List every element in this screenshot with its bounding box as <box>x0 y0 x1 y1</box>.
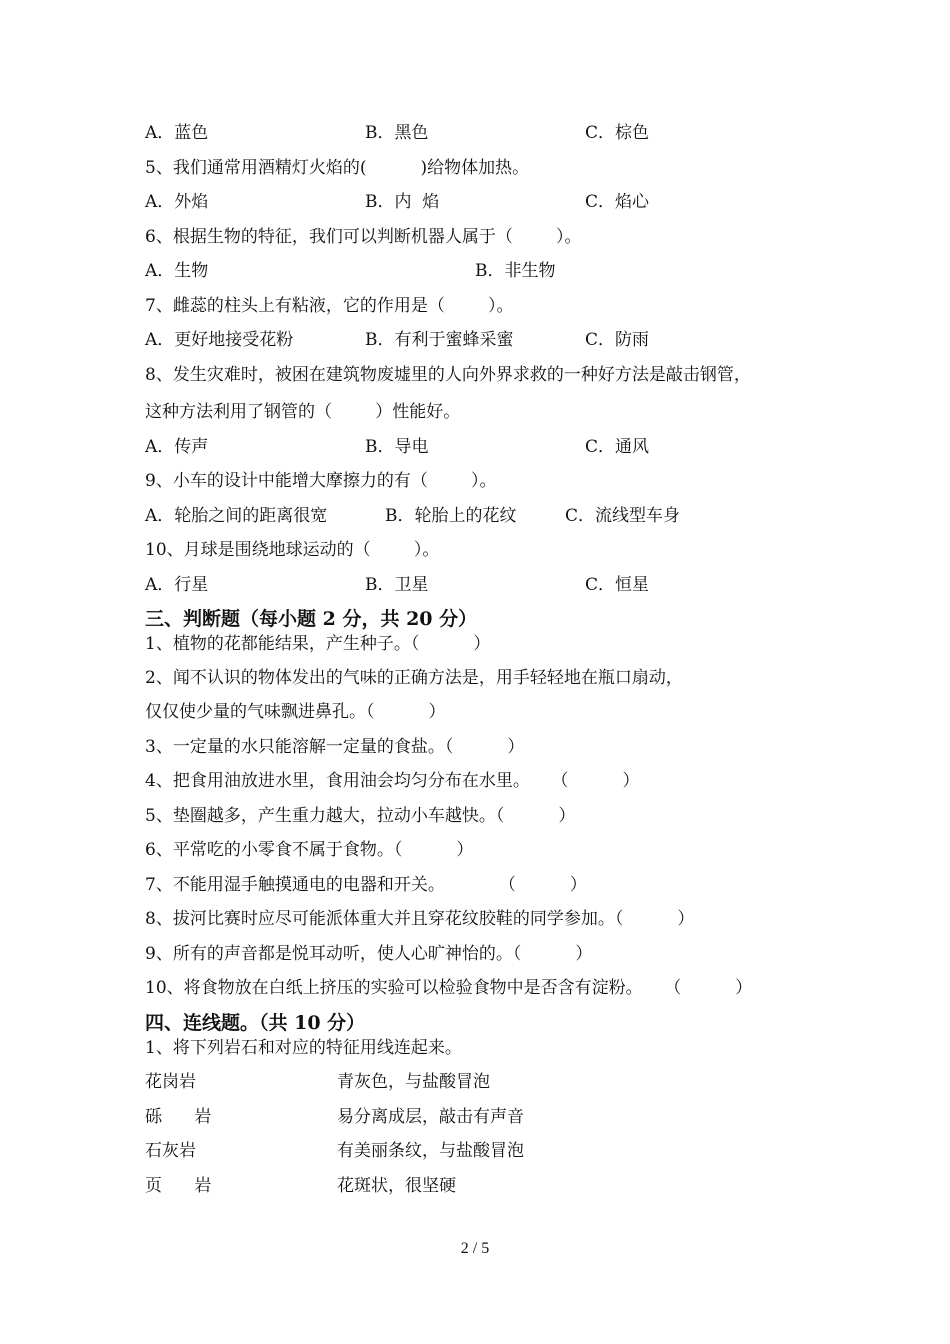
page-number: 2 / 5 <box>460 1240 490 1257</box>
q8-option-a: A．传声 <box>145 437 209 457</box>
q4-option-a: A．蓝色 <box>145 123 209 143</box>
rock-feature: 花斑状，很坚硬 <box>337 1176 456 1196</box>
q8-option-b: B．导电 <box>365 437 429 457</box>
q5-option-a: A．外焰 <box>145 192 209 212</box>
matching-instruction: 1、将下列岩石和对应的特征用线连起来。 <box>145 1038 462 1058</box>
q10-option-a: A．行星 <box>145 575 209 595</box>
q6-stem: 6、根据生物的特征，我们可以判断机器人属于（ ）。 <box>145 227 582 247</box>
section3-title: 三、判断题（每小题 2 分，共 20 分） <box>145 608 478 630</box>
rock-name: 页 岩 <box>145 1176 212 1196</box>
q9-stem: 9、小车的设计中能增大摩擦力的有（ ）。 <box>145 471 497 491</box>
q8-stem-line2: 这种方法利用了钢管的（ ）性能好。 <box>145 402 461 422</box>
tf-item: 5、垫圈越多，产生重力越大，拉动小车越快。（ ） <box>145 806 576 826</box>
q5-option-c: C．焰心 <box>585 192 650 212</box>
tf-item: 9、所有的声音都是悦耳动听，使人心旷神怡的。（ ） <box>145 944 593 964</box>
q9-option-c: C．流线型车身 <box>565 506 681 526</box>
q10-option-b: B．卫星 <box>365 575 429 595</box>
rock-feature: 青灰色，与盐酸冒泡 <box>337 1072 490 1092</box>
section4-title: 四、连线题。（共 10 分） <box>145 1012 366 1034</box>
q7-stem: 7、雌蕊的柱头上有粘液，它的作用是（ ）。 <box>145 296 514 316</box>
tf-item: 4、把食用油放进水里，食用油会均匀分布在水里。 （ ） <box>145 771 640 791</box>
q8-option-c: C．通风 <box>585 437 650 457</box>
q8-stem-line1: 8、发生灾难时，被困在建筑物废墟里的人向外界求救的一种好方法是敲击钢管， <box>145 365 751 385</box>
q6-option-b: B．非生物 <box>475 261 556 281</box>
q5-stem: 5、我们通常用酒精灯火焰的( )给物体加热。 <box>145 158 530 178</box>
q10-option-c: C．恒星 <box>585 575 650 595</box>
rock-name: 砾 岩 <box>145 1107 212 1127</box>
rock-feature: 有美丽条纹，与盐酸冒泡 <box>337 1141 524 1161</box>
q10-stem: 10、月球是围绕地球运动的（ ）。 <box>145 540 440 560</box>
tf-item: 6、平常吃的小零食不属于食物。（ ） <box>145 840 474 860</box>
q7-option-b: B．有利于蜜蜂采蜜 <box>365 330 514 350</box>
rock-name: 花岗岩 <box>145 1072 196 1092</box>
tf-item-continued: 仅仅使少量的气味飘进鼻孔。（ ） <box>145 702 446 722</box>
q9-option-b: B．轮胎上的花纹 <box>385 506 517 526</box>
rock-name: 石灰岩 <box>145 1141 196 1161</box>
tf-item: 7、不能用湿手触摸通电的电器和开关。 （ ） <box>145 875 587 895</box>
q7-option-a: A．更好地接受花粉 <box>145 330 294 350</box>
tf-item: 1、植物的花都能结果，产生种子。（ ） <box>145 634 491 654</box>
q6-option-a: A．生物 <box>145 261 209 281</box>
tf-item: 8、拔河比赛时应尽可能派体重大并且穿花纹胶鞋的同学参加。（ ） <box>145 909 695 929</box>
tf-item: 10、将食物放在白纸上挤压的实验可以检验食物中是否含有淀粉。 （ ） <box>145 978 753 998</box>
q4-option-c: C．棕色 <box>585 123 650 143</box>
q7-option-c: C．防雨 <box>585 330 650 350</box>
tf-item: 3、一定量的水只能溶解一定量的食盐。（ ） <box>145 737 525 757</box>
q9-option-a: A．轮胎之间的距离很宽 <box>145 506 328 526</box>
tf-item: 2、闻不认识的物体发出的气味的正确方法是，用手轻轻地在瓶口扇动， <box>145 668 683 688</box>
rock-feature: 易分离成层，敲击有声音 <box>337 1107 524 1127</box>
q4-option-b: B．黑色 <box>365 123 429 143</box>
q5-option-b: B．内 焰 <box>365 192 440 212</box>
